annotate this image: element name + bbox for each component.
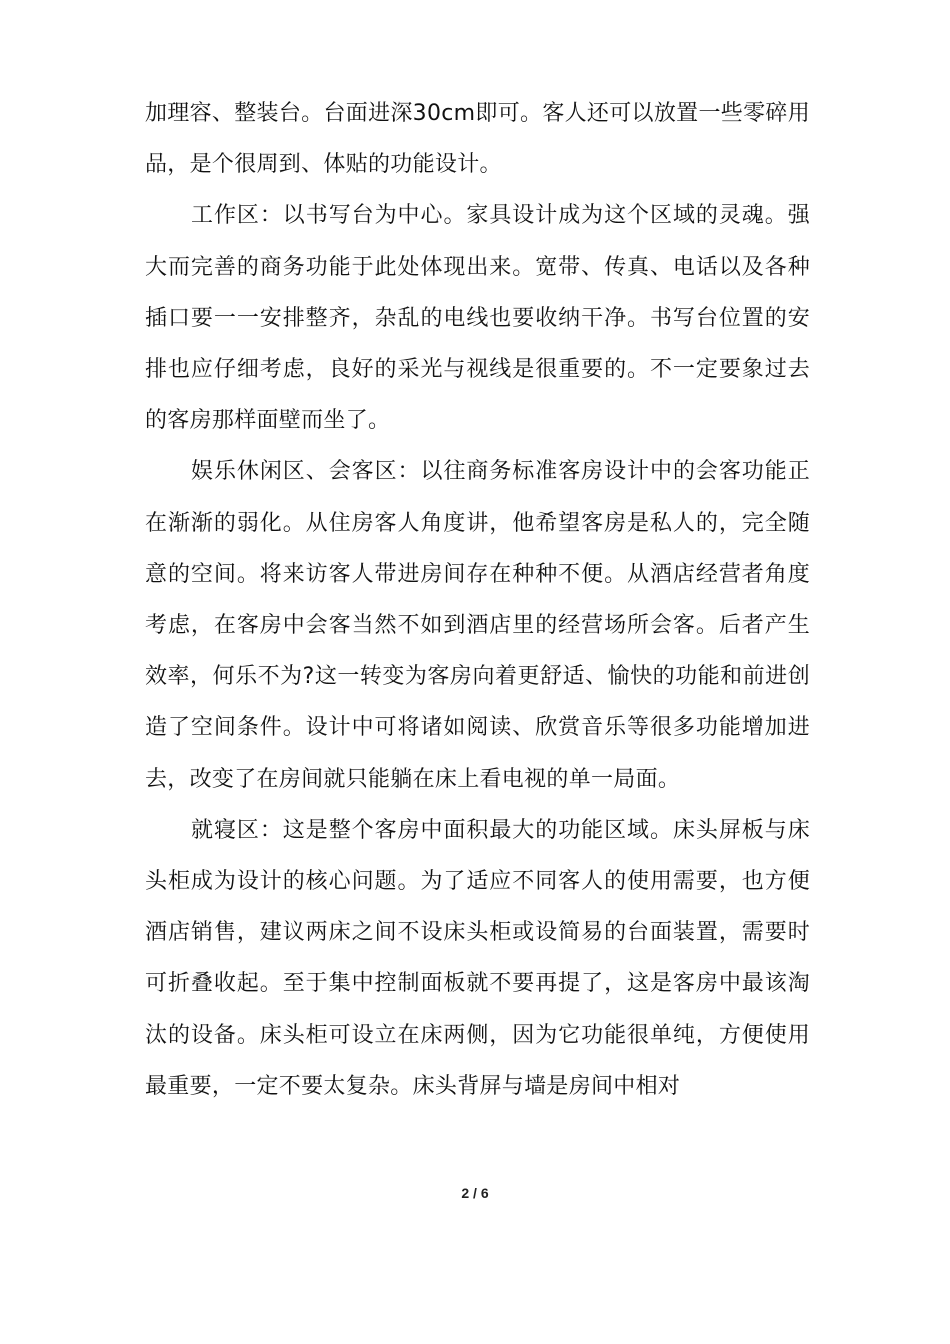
paragraph-leisure-area: 娱乐休闲区、会客区：以往商务标准客房设计中的会客功能正在渐渐的弱化。从住房客人角度讲，他希望客房是私人的，完全随意的空间。将来访客人带进房间存在种种不便。从酒店经营者角度考虑，在客房中会客当然不如到酒店里的经营场所会客。后者产生效率，何乐不为?这一转变为客房向着更舒适、愉快的功能和前进创造了空间条件。设计中可将诸如阅读、欣赏音乐等很多功能增加进去，改变了在房间就只能躺在床上看电视的单一局面。	[145, 459, 810, 792]
paragraph-continued-dressing-table: 加理容、整装台。台面进深30cm即可。客人还可以放置一些零碎用品，是个很周到、体贴的功能设计。	[145, 101, 810, 178]
document-body	[145, 88, 810, 1112]
paragraph-sleeping-area: 就寝区：这是整个客房中面积最大的功能区域。床头屏板与床头柜成为设计的核心问题。为了适应不同客人的使用需要，也方便酒店销售，建议两床之间不设床头柜或设简易的台面装置，需要时可折叠收起。至于集中控制面板就不要再提了，这是客房中最该淘汰的设备。床头柜可设立在床两侧，因为它功能很单纯，方便使用最重要，一定不要太复杂。床头背屏与墙是房间中相对	[145, 817, 810, 1099]
paragraph-work-area: 工作区：以书写台为中心。家具设计成为这个区域的灵魂。强大而完善的商务功能于此处体现出来。宽带、传真、电话以及各种插口要一一安排整齐，杂乱的电线也要收纳干净。书写台位置的安排也应仔细考虑，良好的采光与视线是很重要的。不一定要象过去的客房那样面壁而坐了。	[145, 203, 810, 434]
page-number: 2 / 6	[461, 1185, 489, 1201]
